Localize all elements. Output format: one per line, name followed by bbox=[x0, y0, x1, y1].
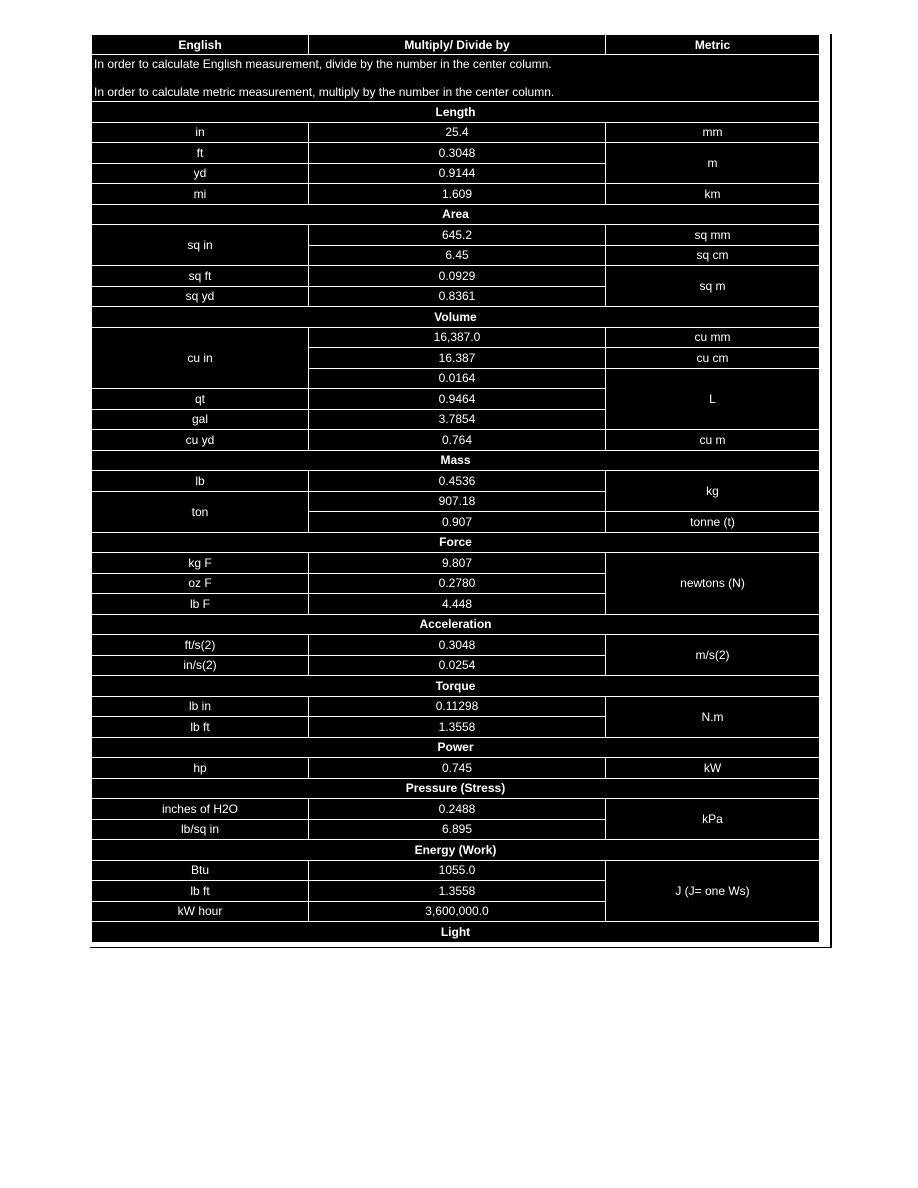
factor-value: 0.764 bbox=[309, 430, 606, 451]
metric-unit: N.m bbox=[606, 696, 820, 737]
section-energy: Energy (Work) bbox=[92, 840, 820, 861]
metric-unit: kW bbox=[606, 758, 820, 779]
metric-unit: kg bbox=[606, 471, 820, 512]
factor-value: 6.45 bbox=[309, 245, 606, 266]
factor-value: 0.2780 bbox=[309, 573, 606, 594]
header-metric: Metric bbox=[606, 35, 820, 55]
section-volume: Volume bbox=[92, 307, 820, 328]
metric-unit: newtons (N) bbox=[606, 553, 820, 615]
factor-value: 0.11298 bbox=[309, 696, 606, 717]
factor-value: 0.3048 bbox=[309, 143, 606, 164]
english-unit: gal bbox=[92, 409, 309, 430]
metric-unit: sq cm bbox=[606, 245, 820, 266]
factor-value: 1.609 bbox=[309, 184, 606, 205]
factor-value: 25.4 bbox=[309, 122, 606, 143]
english-unit: kg F bbox=[92, 553, 309, 574]
table-row bbox=[92, 553, 820, 574]
factor-value: 0.0164 bbox=[309, 368, 606, 389]
english-unit: lb ft bbox=[92, 717, 309, 738]
header-row bbox=[92, 35, 820, 55]
metric-unit: m bbox=[606, 143, 820, 184]
english-unit: sq in bbox=[92, 225, 309, 266]
table-row bbox=[92, 327, 820, 348]
metric-unit: mm bbox=[606, 122, 820, 143]
factor-value: 0.8361 bbox=[309, 286, 606, 307]
english-unit: cu in bbox=[92, 327, 309, 389]
factor-value: 0.3048 bbox=[309, 635, 606, 656]
conversion-table bbox=[91, 34, 820, 943]
table-row bbox=[92, 696, 820, 717]
note-metric: In order to calculate metric measurement, multiply by the number in the center column. bbox=[94, 85, 555, 99]
factor-value: 0.9464 bbox=[309, 389, 606, 410]
header-factor: Multiply/ Divide by bbox=[309, 35, 606, 55]
english-unit: in/s(2) bbox=[92, 655, 309, 676]
factor-value: 3,600,000.0 bbox=[309, 901, 606, 922]
metric-unit: cu mm bbox=[606, 327, 820, 348]
section-light: Light bbox=[92, 922, 820, 943]
section-torque: Torque bbox=[92, 676, 820, 697]
header-english: English bbox=[92, 35, 309, 55]
english-unit: lb F bbox=[92, 594, 309, 615]
table-row bbox=[92, 471, 820, 492]
factor-value: 3.7854 bbox=[309, 409, 606, 430]
factor-value: 4.448 bbox=[309, 594, 606, 615]
table-row bbox=[92, 225, 820, 246]
instructions-note bbox=[92, 55, 820, 102]
section-mass: Mass bbox=[92, 450, 820, 471]
section-area: Area bbox=[92, 204, 820, 225]
factor-value: 6.895 bbox=[309, 819, 606, 840]
factor-value: 1.3558 bbox=[309, 717, 606, 738]
factor-value: 9.807 bbox=[309, 553, 606, 574]
english-unit: lb in bbox=[92, 696, 309, 717]
english-unit: lb bbox=[92, 471, 309, 492]
english-unit: yd bbox=[92, 163, 309, 184]
section-pressure: Pressure (Stress) bbox=[92, 778, 820, 799]
table-row bbox=[92, 860, 820, 881]
notes-row bbox=[92, 55, 820, 102]
section-acceleration: Acceleration bbox=[92, 614, 820, 635]
section-length: Length bbox=[92, 102, 820, 123]
metric-unit: cu m bbox=[606, 430, 820, 451]
english-unit: in bbox=[92, 122, 309, 143]
factor-value: 1055.0 bbox=[309, 860, 606, 881]
english-unit: hp bbox=[92, 758, 309, 779]
english-unit: ton bbox=[92, 491, 309, 532]
factor-value: 907.18 bbox=[309, 491, 606, 512]
table-row bbox=[92, 143, 820, 164]
factor-value: 0.0929 bbox=[309, 266, 606, 287]
english-unit: qt bbox=[92, 389, 309, 410]
metric-unit: tonne (t) bbox=[606, 512, 820, 533]
metric-unit: km bbox=[606, 184, 820, 205]
metric-unit: m/s(2) bbox=[606, 635, 820, 676]
note-english: In order to calculate English measurement, divide by the number in the center column. bbox=[94, 57, 552, 71]
metric-unit: sq mm bbox=[606, 225, 820, 246]
factor-value: 16.387 bbox=[309, 348, 606, 369]
factor-value: 0.4536 bbox=[309, 471, 606, 492]
table-row bbox=[92, 266, 820, 287]
english-unit: lb ft bbox=[92, 881, 309, 902]
table-row bbox=[92, 122, 820, 143]
english-unit: ft/s(2) bbox=[92, 635, 309, 656]
factor-value: 0.0254 bbox=[309, 655, 606, 676]
table-row bbox=[92, 758, 820, 779]
factor-value: 0.2488 bbox=[309, 799, 606, 820]
english-unit: ft bbox=[92, 143, 309, 164]
table-row bbox=[92, 635, 820, 656]
factor-value: 16,387.0 bbox=[309, 327, 606, 348]
table-row bbox=[92, 430, 820, 451]
table-row bbox=[92, 799, 820, 820]
metric-unit: L bbox=[606, 368, 820, 430]
metric-unit: kPa bbox=[606, 799, 820, 840]
english-unit: sq ft bbox=[92, 266, 309, 287]
table-row bbox=[92, 184, 820, 205]
section-force: Force bbox=[92, 532, 820, 553]
factor-value: 645.2 bbox=[309, 225, 606, 246]
english-unit: lb/sq in bbox=[92, 819, 309, 840]
english-unit: kW hour bbox=[92, 901, 309, 922]
metric-unit: cu cm bbox=[606, 348, 820, 369]
english-unit: oz F bbox=[92, 573, 309, 594]
english-unit: mi bbox=[92, 184, 309, 205]
factor-value: 0.907 bbox=[309, 512, 606, 533]
english-unit: inches of H2O bbox=[92, 799, 309, 820]
metric-unit: J (J= one Ws) bbox=[606, 860, 820, 922]
english-unit: Btu bbox=[92, 860, 309, 881]
english-unit: cu yd bbox=[92, 430, 309, 451]
metric-unit: sq m bbox=[606, 266, 820, 307]
section-power: Power bbox=[92, 737, 820, 758]
factor-value: 0.745 bbox=[309, 758, 606, 779]
english-unit: sq yd bbox=[92, 286, 309, 307]
factor-value: 1.3558 bbox=[309, 881, 606, 902]
factor-value: 0.9144 bbox=[309, 163, 606, 184]
